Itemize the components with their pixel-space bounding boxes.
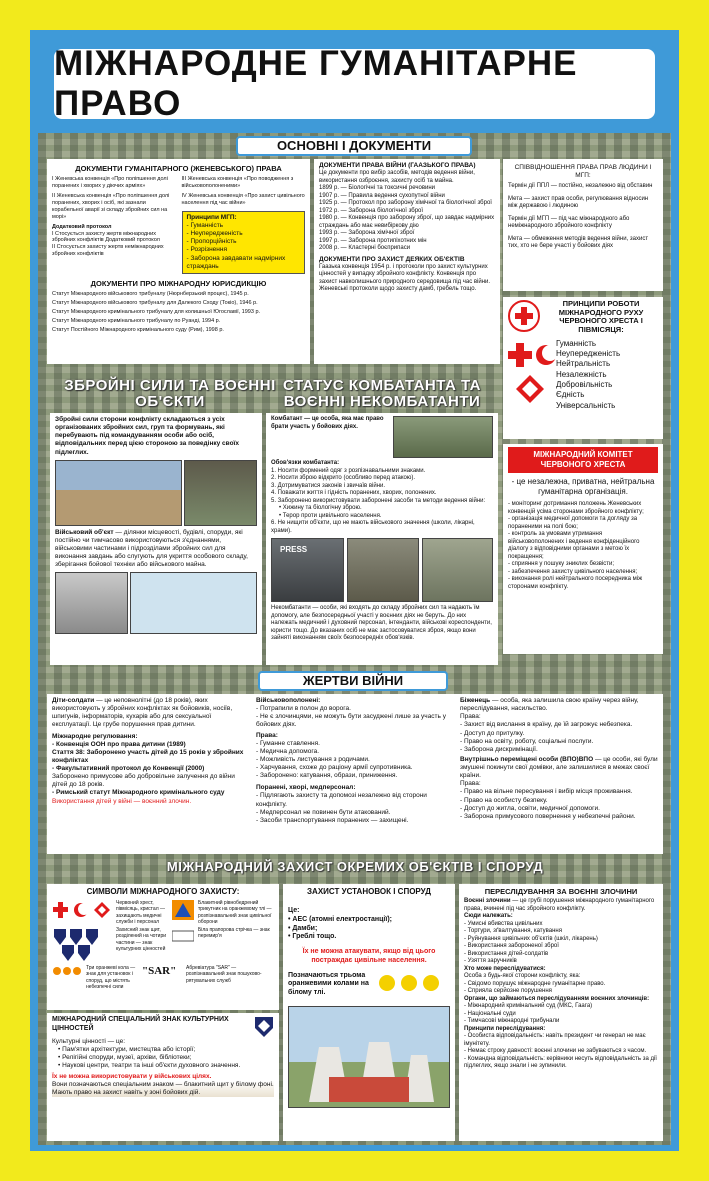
principle-item: - Розрізнення [186,246,227,254]
blue-shield-icon [254,1016,274,1038]
rescue-photo [422,538,493,602]
regulation-2-detail: Заборонено примусове або добровільне залучення до війни дітей до 18 років. [52,773,235,789]
icrc-item: - забезпечення захисту цивільного населення; [508,568,638,575]
commanders-photo [184,460,257,526]
duty-item: 6. Не нищити об'єкти, що не мають військового значення (школи, лікарні, храми). [271,520,475,534]
hague-title: ДОКУМЕНТИ ПРАВА ВІЙНИ (ГААЗЬКОГО ПРАВА) [319,162,476,169]
principle-item: - Пропорційність [186,238,237,246]
who-title: Хто може переслідуватися: [464,965,546,972]
culture-item: • Релігійні споруди, музеї, архіви, бібліотеки; [58,1054,192,1062]
regulation-1-detail: Стаття 38: Заборонено участь дітей до 15 років у збройних конфліктах [52,748,244,764]
idp-right: - Право на вільне пересування і вибір місця проживання. [460,788,633,796]
prosecution-principles-title: Принципи переслідування: [464,1025,546,1032]
prosecution-principle: - Командна відповідальність: керівники несуть відповідальність за дії підлеглих, якщо знали і не зупинили. [464,1055,657,1070]
crime-item: - Використання дітей-солдатів [464,950,549,957]
child-soldiers-definition: — це неповнолітні (до 18 років), яких використовують у збройних конфліктах як бойовиків, носіїв, шпигунів, інформаторів, кухарів або для сексуальної експлуатації. Це грубе порушення прав дитини. [52,697,233,729]
relation-title: СПІВВІДНОШЕННЯ ПРАВА ПРАВ ЛЮДИНИ І МГП: [514,164,652,180]
pow-title: Військовополонені: [256,697,321,704]
medics-photo [347,538,418,602]
red-cross-emblem-icon [508,300,540,332]
armed-heading: ЗБРОЙНІ СИЛИ ТА ВОЄННІ ОБ'ЄКТИ [64,377,276,410]
who-item: Особа з будь-якої сторони конфлікту, яка: [464,973,581,980]
pow-right: - Гуманне ставлення. [256,739,320,747]
geneva-convention-2: ІІ Женевська конвенція «Про поліпшення долі поранених, хворих і осіб, які зазнали корабельної аварії зі складу збройних сил на морі» [52,193,170,220]
refugee-right: - Доступ до притулку. [460,729,525,737]
regulation-3-detail: Використання дітей у війні — воєнний злочин. [52,797,192,805]
geneva-title: ДОКУМЕНТИ ГУМАНІТАРНОГО (ЖЕНЕВСЬКОГО) ПРАВА [75,164,282,173]
press-label: PRESS [280,545,308,554]
wounded-title: Поранені, хворі, медперсонал: [256,784,356,792]
installation-item: • АЕС (атомні електростанції); [288,915,393,923]
duty-item: 5. Заборонено використовувати заборонені засоби та методи ведення війни: [271,497,486,504]
redcross-panel [503,297,663,439]
culture-item: • Пам'ятки архітектури, мистецтва або історії; [58,1046,196,1054]
culture-panel [47,1013,279,1141]
symbols-title: СИМВОЛИ МІЖНАРОДНОГО ЗАХИСТУ: [86,887,240,896]
crime-item: - Використання забороненої зброї [464,943,559,950]
redcross-title: ПРИНЦИПИ РОБОТИ МІЖНАРОДНОГО РУХУ ЧЕРВОНОГО ХРЕСТА І ПІВМІСЯЦЯ: [558,299,644,334]
rc-principle: Незалежність [556,369,607,379]
regulation-1: - Конвенція ООН про права дитини (1989) [52,740,186,748]
geneva-convention-4: IV Женевська конвенція «Про захист цивільного населення під час війни» [181,193,305,206]
protocol-1: І Стосується захисту жертв міжнародних збройних конфліктів Додатковий протокол [52,230,160,244]
regulation-title: Міжнародне регулювання: [52,732,138,740]
icrc-panel [503,444,663,654]
missile-photo [55,572,128,634]
red-emblems-desc: Червоний хрест, півмісяць, кристал — захищають медичні служби і персонал [116,900,166,925]
culture-warning: Їх не можна використовувати у військових цілях. [52,1072,212,1080]
duty-subitem: • Терор проти цивільного населення. [279,512,382,519]
juris-item: Статут Міжнародного кримінального трибуналу для колишньої Югославії, 1993 р. [52,308,261,315]
hague-item: 1980 р. — Конвенція про заборону зброї, що завдає надмірних страждань або має невибіркову дію [319,215,495,229]
relation-term-1: Термін дії ППЛ — постійно, незалежно від обставин [508,183,653,190]
relation-goal-2: Мета — обмеження методів ведення війни, захист тих, хто не бере участі у бойових діях [508,235,649,250]
hague-item: 1907 р. — Правила ведення сухопутної війни [319,192,445,199]
regulation-3: - Римський статут Міжнародного кримінального суду [52,789,225,797]
rc-principle: Добровільність [556,380,613,390]
crimes-list-title: Сюди належать: [464,913,513,920]
symbols-panel [47,884,279,1010]
regulation-2: - Факультативний протокол до Конвенції (2000) [52,765,205,772]
duty-item: 2. Носити зброю відкрито (особливо перед атакою). [271,475,416,481]
idp-right: - Доступ до житла, освіти, медичної допомоги. [460,804,600,812]
pow-right: - Можливість листування з родичами. [256,755,370,763]
relation-goal-1: Мета — захист прав особи, регулювання відносин між державою і людиною [508,195,649,210]
relation-term-2: Термін дії МГП — під час міжнародного або неміжнародного збройного конфлікту [508,215,630,230]
culture-shield-desc: Захисний знак щит, розділений на чотири частини — знак культурних цінностей [116,927,167,952]
icrc-intro: - це незалежна, приватна, нейтральна гуманітарна організація. [511,477,655,496]
refugee-right: - Захист від вислання в країну, де їй загрожує небезпека. [460,721,633,729]
hague-item: 1899 р. — Біологічні та токсичні речовини [319,185,436,192]
culture-item: • Наукові центри, театри та інші об'єкти духовного значення. [58,1062,241,1070]
installations-warning: Їх не можна атакувати, якщо від цього постраждає цивільне населення. [302,948,436,964]
war-crimes-definition: — це грубі порушення міжнародного гуманітарного права, вчинені під час збройного конфлікту. [464,898,655,912]
sar-label: "SAR" [142,965,177,977]
refugee-right: - Заборона дискримінації. [460,745,538,753]
power-plant-illustration [289,1007,449,1107]
icrc-item: - моніторинг дотримання положень Женевських конвенцій усіма сторонами збройного конфлікту; [508,501,644,515]
noncombatant-definition: Некомбатанти — особи, які входять до складу збройних сил та надають їм допомогу, але безпосередньої участі у воєнних діях не беруть. До них належать медичний і духовний персонал, інтенданти, військові кореспонденти, юристи тощо. До вказаних осіб не має застосовуватися зброя, якщо вони зайняті виконанням своїх безпосередніх обов'язків. [271,605,492,641]
culture-title: МІЖНАРОДНИЙ СПЕЦІАЛЬНИЙ ЗНАК КУЛЬТУРНИХ ЦІННОСТЕЙ [52,1016,229,1032]
duty-subitem: • Хижину та біологічну зброю. [279,505,362,511]
hague-item: 1997 р. — Заборона протипіхотних мін [319,237,427,244]
culture-intro: Культурні цінності — це: [52,1038,126,1045]
emblems [508,339,556,419]
idp-definition: — це особи, які були змушені покинути свої домівки, але залишилися в межах своєї країни. [460,755,658,780]
hague-item: 2008 р. — Кластерні боєприпаси [319,245,411,252]
duty-item: 3. Дотримуватися законів і звичаїв війни. [271,482,386,489]
hague-item: 1993 р. — Заборона хімічної зброї [319,230,415,237]
refugees-column [460,697,658,851]
pow-item: - Не є злочинцями, не можуть бути засуджені лише за участь у бойових діях. [256,713,446,729]
installations-panel [283,884,455,1141]
refugee-term: Біженець [460,697,491,704]
hague-item: 1925 р. — Протокол про заборону хімічної та біологічної зброї [319,200,492,207]
prosecution-principle: - Особиста відповідальність: навіть президент чи генерал не має імунітету. [464,1033,646,1047]
pow-right: - Медична допомога. [256,747,320,755]
combatants-photo [393,416,493,458]
hague-intro: Це документи про вибір засобів, методів ведення війни, використання озброєння, захисту осіб та майна. [319,170,475,184]
combatant-heading: СТАТУС КОМБАТАНТА ТА ВОЄННІ НЕКОМБАТАНТИ [282,377,482,410]
rc-principle: Неупередженість [556,348,621,358]
who-item: - Свідомо порушує міжнародне гуманітарне право. [464,980,606,987]
geneva-convention-1: І Женевська конвенція «Про поліпшення долі поранених і хворих у діючих арміях» [52,176,168,190]
military-object-definition: — ділянки місцевості, будівлі, споруди, які постійно чи тимчасово використовуються з'єднаннями, військовими частинами і підрозділами збройних сил для виконання завдань або слугують для укриття особового складу, зберігання бойової техніки або військового майна. [55,528,248,569]
three-circles-desc: Три оранжеві кола — знак для установок і споруд, що містять небезпечні сили [86,965,136,990]
culture-footer: Вони позначаються спеціальним знаком — блакитний щит у білому фоні. Мають право на захист навіть у зоні бойових дій. [52,1080,274,1096]
pow-item: - Потрапили в полон до ворога. [256,705,351,713]
culture-shields-icon [52,927,112,963]
crime-item: - Умисні вбивства цивільних [464,920,543,927]
crime-item: - Руйнування цивільних об'єктів (шкіл, лікарень) [464,935,598,942]
geneva-panel [47,159,310,364]
power-plant-photo [288,1006,450,1108]
emblem-icons [508,339,556,419]
crime-item: - Узяття заручників [464,958,517,965]
idp-right: - Заборона примусового повернення у небезпечні райони. [460,812,636,820]
rc-principle: Нейтральність [556,359,611,369]
three-circles-icon [52,965,82,977]
principle-item: - Неупередженість [186,230,243,238]
title-box [50,45,659,123]
principle-item: - Гуманність [186,222,224,229]
war-crimes-term: Воєнні злочини [464,898,511,905]
combatant-panel [266,413,498,665]
organ-item: - Міжнародний кримінальний суд (МКС, Гаага) [464,1003,593,1010]
rc-principle: Гуманність [556,338,597,348]
idp-right: - Право на особисту безпеку. [460,796,548,804]
refugee-definition: — особа, яка залишила свою країну через війну, переслідування, насильство. [460,697,639,713]
installations-title: ЗАХИСТ УСТАНОВОК І СПОРУД [307,887,431,896]
rc-principle: Універсальність [556,400,616,410]
hague-item: 1972 р. — Заборона біологічної зброї [319,207,424,214]
idp-term: Внутрішньо переміщені особи (ВПО)ВПО [460,755,594,763]
principles-title: Принципи МГП: [186,213,237,221]
press-photo [271,538,344,602]
military-object-term: Військовий об'єкт [55,528,114,536]
protocol-2: ІІ Стосується захисту жертв неміжнародних збройних конфліктів [52,244,164,258]
organ-item: - Тимчасові міжнародні трибунали [464,1018,560,1025]
organs-title: Органи, що займаються переслідуванням воєнних злочинців: [464,995,650,1002]
icrc-item: - контроль за умовами утримання військовополонених і ведення конфіденційного діалогу з відповідними органами з метою їх покращення; [508,531,640,560]
wounded-item: - Засоби транспортування поранених — захищені. [256,816,409,824]
refugee-right: - Право на освіту, роботу, соціальні послуги. [460,737,594,745]
wounded-item: - Медперсонал не повинен бути атакований. [256,808,391,816]
duty-item: 4. Поважати життя і гідність поранених, хворих, полонених. [271,490,437,496]
duty-item: 1. Носити формений одяг з розпізнавальними знаками. [271,467,426,474]
icrc-item: - організація медичної допомоги та догляду за пораненими на полі бою; [508,516,638,530]
pow-right: - Заборонено: катування, образи, приниження. [256,772,398,780]
organ-item: - Національні суди [464,1010,516,1017]
duties-title: Обов'язки комбатанта: [271,460,340,466]
juris-item: Статут Міжнародного військового трибуналу для Далекого Сходу (Токіо), 1946 р. [52,300,258,306]
principles-box [182,211,306,274]
page-title: МІЖНАРОДНЕ ГУМАНІТАРНЕ ПРАВО [54,44,578,123]
red-emblems-icon [52,900,112,920]
hague-panel [314,159,500,364]
who-item: - Сприяла серйозне порушення [464,988,552,995]
orange-circles-icon [376,975,442,995]
sar-desc: Абревіатура "SAR" — розпізнавальний знак пошуково-рятувальних служб [186,965,262,984]
installations-mark: Позначаються трьома оранжевими колами на білому тлі. [288,971,369,996]
relation-panel [503,159,663,291]
wounded-item: - Підлягають захисту та допомозі незалежно від сторони конфлікту. [256,792,427,808]
juris-item: Статут Постійного Міжнародного кримінального суду (Рим), 1998 р. [52,326,224,333]
victims-panel [47,694,663,854]
rc-principle: Єдність [556,390,585,400]
artillery-photo [55,460,182,526]
combatant-definition: Комбатант — це особа, яка має право брати участь у бойових діях. [271,416,384,430]
juris-item: Статут Міжнародного військового трибуналу (Нюрнберзький процес), 1945 р. [52,291,249,298]
child-soldiers-column [52,697,250,851]
principle-item: - Заборона завдавати надмірних страждань [186,254,286,270]
armed-panel [50,413,262,665]
refugee-right: Права: [460,713,481,721]
pow-column [256,697,454,851]
armed-definition: Збройні сили сторони конфлікту складаються з усіх організованих збройних сил, груп та формувань, які перебувають під командуванням особи або осіб, відповідальних перед цією стороною за поведінку своїх підлеглих. [55,416,239,456]
prosecution-principle: - Немає строку давності: воєнні злочини не забуваються з часом. [464,1048,647,1055]
flag-icon [172,927,194,947]
pow-rights-title: Права: [256,731,278,739]
crime-item: - Тортури, зґвалтування, катування [464,928,562,935]
child-soldiers-term: Діти-солдати [52,697,95,704]
pow-right: - Харчування, схоже до раціону армії супротивника. [256,764,413,771]
icrc-item: - виконання ролі нейтрального посередника між сторонами конфлікту. [508,576,643,590]
juris-title: ДОКУМЕНТИ ПРО МІЖНАРОДНУ ЮРИСДИКЦІЮ [90,278,267,288]
map-photo [130,572,257,634]
icrc-item: - сприяння у пошуку зниклих безвісти; [508,561,615,567]
hague-protection-text: Гаазька конвенція 1954 р. і протоколи про захист культурних цінностей у випадку збройного конфлікту. Конвенція про захист навколишнього природного середовища під час війни. Женевські протоколи щодо захисту дамб, гребель тощо. [319,263,491,293]
flag-desc: Біла прапорова стрічка — знак перемир'я [198,927,270,940]
juris-item: Статут Міжнародного кримінального трибуналу по Руанді, 1994 р. [52,317,221,324]
protection-heading: МІЖНАРОДНИЙ ЗАХИСТ ОКРЕМИХ ОБ'ЄКТІВ І СПОРУД [166,859,544,874]
crimes-panel [459,884,663,1141]
crimes-title: ПЕРЕСЛІДУВАННЯ ЗА ВОЄННІ ЗЛОЧИНИ [484,887,638,896]
hague-protection-title: ДОКУМЕНТИ ПРО ЗАХИСТ ДЕЯКИХ ОБ'ЄКТІВ [319,255,465,263]
geneva-convention-3: ІІІ Женевська конвенція «Про поводження з військовополоненими» [181,176,294,190]
civil-defense-desc: Блакитний рівнобедрений трикутник на оранжевому тлі — розпізнавальний знак цивільної оборони [198,900,272,925]
section-basics-heading: ОСНОВНІ І ДОКУМЕНТИ [236,136,472,156]
civil-defense-icon [172,900,194,920]
icrc-title: МІЖНАРОДНИЙ КОМІТЕТ ЧЕРВОНОГО ХРЕСТА [508,447,658,473]
installations-intro: Це: [288,907,300,914]
installation-item: • Дамби; [288,924,318,932]
section-victims-heading: ЖЕРТВИ ВІЙНИ [258,671,448,691]
installation-item: • Греблі тощо. [288,933,337,941]
protocols-title: Додатковий протокол [52,223,112,230]
idp-right: Права: [460,780,481,788]
